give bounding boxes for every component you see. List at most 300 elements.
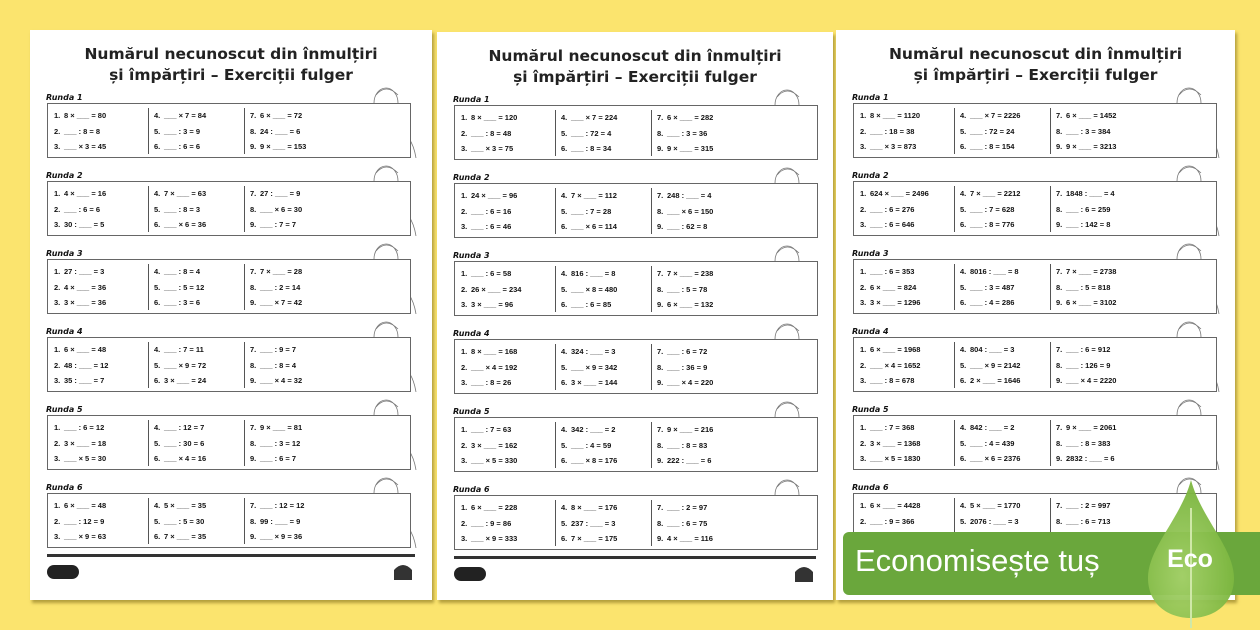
exercise-text[interactable]: ___ × 7 = 42 bbox=[260, 298, 303, 307]
exercise-text[interactable]: 8 × ___ = 168 bbox=[471, 347, 518, 356]
exercise-item bbox=[657, 360, 747, 376]
exercise-text[interactable]: 3 × ___ = 24 bbox=[164, 376, 207, 385]
exercise-text[interactable]: 8 × ___ = 80 bbox=[64, 111, 107, 120]
exercise-text[interactable]: 6 × ___ = 228 bbox=[471, 503, 518, 512]
exercise-item bbox=[154, 420, 244, 436]
exercise-column bbox=[54, 108, 144, 154]
exercise-text[interactable]: 7 × ___ = 175 bbox=[571, 534, 618, 543]
exercise-text[interactable]: ___ : 8 = 4 bbox=[164, 267, 201, 276]
exercise-text[interactable]: 3 × ___ = 36 bbox=[64, 298, 107, 307]
exercise-text[interactable]: ___ : 6 = 912 bbox=[1066, 345, 1111, 354]
exercise-text[interactable]: ___ × 7 = 84 bbox=[164, 111, 207, 120]
exercise-text[interactable]: ___ : 2 = 97 bbox=[667, 503, 708, 512]
exercise-text[interactable]: 26 × ___ = 234 bbox=[471, 284, 522, 294]
exercise-text[interactable]: ___ : 6 = 6 bbox=[164, 142, 201, 151]
exercise-item bbox=[54, 529, 144, 545]
round-box bbox=[454, 495, 818, 550]
exercise-number: 6. bbox=[561, 222, 568, 231]
exercise-text[interactable]: ___ × 4 = 16 bbox=[164, 454, 207, 463]
exercise-text[interactable]: 9 × ___ = 2061 bbox=[1066, 423, 1117, 432]
exercise-text[interactable]: ___ × 6 = 150 bbox=[667, 206, 714, 216]
exercise-text[interactable]: ___ : 6 = 276 bbox=[870, 204, 915, 214]
exercise-number: 3. bbox=[54, 298, 61, 307]
title-line-2: și împărțiri – Exerciții fulger bbox=[913, 66, 1158, 84]
exercise-text[interactable]: 48 : ___ = 12 bbox=[64, 360, 109, 370]
exercise-text[interactable]: 5 × ___ = 1770 bbox=[970, 501, 1021, 510]
exercise-text[interactable]: 7 × ___ = 112 bbox=[571, 191, 617, 200]
footer-divider bbox=[454, 556, 816, 559]
round-label: Runda 4 bbox=[852, 327, 889, 336]
exercise-number: 3. bbox=[54, 376, 61, 385]
exercise-column bbox=[860, 420, 950, 466]
exercise-item bbox=[960, 124, 1050, 140]
exercise-text[interactable]: 24 × ___ = 96 bbox=[471, 191, 518, 200]
exercise-text[interactable]: 804 : ___ = 3 bbox=[970, 345, 1015, 354]
exercise-text[interactable]: 9 × ___ = 216 bbox=[667, 425, 714, 434]
exercise-text[interactable]: 6 × ___ = 282 bbox=[667, 113, 714, 122]
exercise-item bbox=[461, 110, 551, 126]
publisher-logo-icon bbox=[793, 562, 815, 584]
exercise-item bbox=[561, 141, 651, 157]
title-line-1: Numărul necunoscut din înmulțiri bbox=[488, 47, 782, 65]
exercise-text[interactable]: ___ : 8 = 83 bbox=[667, 440, 708, 450]
exercise-column bbox=[954, 186, 1050, 232]
exercise-item bbox=[657, 516, 747, 532]
exercise-item bbox=[561, 453, 651, 469]
exercise-text[interactable]: ___ : 9 = 366 bbox=[870, 516, 915, 526]
exercise-number: 8. bbox=[657, 440, 664, 450]
exercise-number: 4. bbox=[154, 501, 161, 510]
exercise-text[interactable]: ___ : 6 = 72 bbox=[667, 347, 708, 356]
exercise-text[interactable]: 27 : ___ = 3 bbox=[64, 267, 105, 276]
exercise-text[interactable]: 3 × ___ = 162 bbox=[471, 440, 518, 450]
exercise-number: 8. bbox=[250, 204, 257, 214]
round-box bbox=[454, 339, 818, 394]
exercise-item bbox=[657, 344, 747, 360]
exercise-text[interactable]: ___ : 8 = 34 bbox=[571, 144, 612, 153]
exercise-text[interactable]: ___ : 8 = 776 bbox=[970, 220, 1015, 229]
exercise-column bbox=[555, 188, 651, 234]
exercise-text[interactable]: 324 : ___ = 3 bbox=[571, 347, 616, 356]
exercise-text[interactable]: 8 × ___ = 1120 bbox=[870, 111, 921, 120]
exercise-item bbox=[561, 531, 651, 547]
exercise-item bbox=[657, 126, 747, 142]
exercise-text[interactable]: 5 × ___ = 35 bbox=[164, 501, 207, 510]
exercise-text[interactable]: ___ : 4 = 439 bbox=[970, 438, 1015, 448]
exercise-number: 5. bbox=[960, 282, 967, 292]
exercise-item bbox=[250, 451, 340, 467]
exercise-text[interactable]: 27 : ___ = 9 bbox=[260, 189, 301, 198]
exercise-text[interactable]: 6 × ___ = 1968 bbox=[870, 345, 921, 354]
exercise-text[interactable]: ___ : 36 = 9 bbox=[667, 362, 708, 372]
exercise-text[interactable]: 24 : ___ = 6 bbox=[260, 126, 301, 136]
exercise-text[interactable]: ___ × 9 = 2142 bbox=[970, 360, 1021, 370]
exercise-item bbox=[250, 139, 340, 155]
exercise-text[interactable]: 8 × ___ = 120 bbox=[471, 113, 518, 122]
exercise-text[interactable]: ___ × 7 = 224 bbox=[571, 113, 618, 122]
exercise-number: 4. bbox=[154, 267, 161, 276]
exercise-text[interactable]: ___ × 7 = 2226 bbox=[970, 111, 1021, 120]
exercise-item bbox=[1056, 373, 1146, 389]
exercise-item bbox=[250, 217, 340, 233]
exercise-number: 8. bbox=[1056, 516, 1063, 526]
exercise-item bbox=[561, 219, 651, 235]
exercise-item bbox=[1056, 280, 1146, 296]
exercise-text[interactable]: ___ : 3 = 384 bbox=[1066, 126, 1111, 136]
exercise-text[interactable]: ___ : 6 = 713 bbox=[1066, 516, 1111, 526]
exercise-number: 7. bbox=[657, 425, 664, 434]
exercise-item bbox=[657, 204, 747, 220]
exercise-item bbox=[960, 373, 1050, 389]
exercise-number: 2. bbox=[860, 204, 867, 214]
exercise-text[interactable]: ___ : 12 = 7 bbox=[164, 423, 205, 432]
exercise-text[interactable]: ___ : 72 = 4 bbox=[571, 128, 612, 138]
exercise-column bbox=[1050, 264, 1146, 310]
exercise-text[interactable]: 3 × ___ = 96 bbox=[471, 300, 514, 309]
exercise-number: 3. bbox=[860, 298, 867, 307]
exercise-item bbox=[250, 358, 340, 374]
exercise-text[interactable]: ___ : 5 = 30 bbox=[164, 516, 205, 526]
exercise-column bbox=[860, 342, 950, 388]
exercise-text[interactable]: ___ : 12 = 9 bbox=[64, 516, 105, 526]
exercise-text[interactable]: 6 × ___ = 824 bbox=[870, 282, 917, 292]
exercise-text[interactable]: 7 × ___ = 2212 bbox=[970, 189, 1021, 198]
exercise-text[interactable]: 3 × ___ = 18 bbox=[64, 438, 107, 448]
exercise-number: 3. bbox=[461, 534, 468, 543]
exercise-text[interactable]: 8 × ___ = 176 bbox=[571, 503, 618, 512]
exercise-item bbox=[561, 297, 651, 313]
exercise-number: 7. bbox=[250, 345, 257, 354]
exercise-text[interactable]: ___ : 6 = 6 bbox=[64, 204, 101, 214]
worksheet-title bbox=[437, 46, 833, 88]
exercise-number: 4. bbox=[960, 189, 967, 198]
exercise-number: 8. bbox=[657, 362, 664, 372]
exercise-text[interactable]: ___ × 4 = 220 bbox=[667, 378, 714, 387]
exercise-item bbox=[657, 422, 747, 438]
exercise-item bbox=[250, 514, 340, 530]
exercise-text[interactable]: ___ : 12 = 12 bbox=[260, 501, 305, 510]
exercise-text[interactable]: 6 × ___ = 132 bbox=[667, 300, 714, 309]
exercise-number: 3. bbox=[54, 142, 61, 151]
exercise-column bbox=[954, 342, 1050, 388]
exercise-item bbox=[1056, 451, 1146, 467]
exercise-text[interactable]: 3 × ___ = 1368 bbox=[870, 438, 921, 448]
exercise-number: 6. bbox=[561, 300, 568, 309]
exercise-number: 8. bbox=[250, 438, 257, 448]
publisher-logo-icon bbox=[392, 560, 414, 582]
exercise-text[interactable]: 2076 : ___ = 3 bbox=[970, 516, 1019, 526]
exercise-text[interactable]: ___ × 9 = 36 bbox=[260, 532, 303, 541]
twinkl-logo bbox=[47, 565, 79, 579]
exercise-number: 1. bbox=[461, 269, 468, 278]
exercise-number: 1. bbox=[860, 189, 867, 198]
exercise-number: 1. bbox=[54, 345, 61, 354]
exercise-text[interactable]: ___ : 18 = 38 bbox=[870, 126, 915, 136]
exercise-text[interactable]: 99 : ___ = 9 bbox=[260, 516, 301, 526]
exercise-text[interactable]: ___ × 4 = 1652 bbox=[870, 360, 921, 370]
exercise-column bbox=[54, 420, 144, 466]
exercise-column bbox=[555, 344, 651, 390]
exercise-text[interactable]: ___ : 3 = 9 bbox=[164, 126, 201, 136]
exercise-item bbox=[860, 373, 950, 389]
exercise-text[interactable]: ___ × 5 = 30 bbox=[64, 454, 107, 463]
exercise-item bbox=[561, 360, 651, 376]
exercise-item bbox=[860, 124, 950, 140]
exercise-text[interactable]: ___ × 8 = 176 bbox=[571, 456, 618, 465]
exercise-item bbox=[1056, 264, 1146, 280]
exercise-number: 6. bbox=[960, 298, 967, 307]
exercise-text[interactable]: 30 : ___ = 5 bbox=[64, 220, 105, 229]
exercise-text[interactable]: ___ : 6 = 75 bbox=[667, 518, 708, 528]
exercise-item bbox=[657, 531, 747, 547]
exercise-text[interactable]: ___ × 6 = 30 bbox=[260, 204, 303, 214]
exercise-text[interactable]: ___ × 9 = 342 bbox=[571, 362, 618, 372]
exercise-text[interactable]: 7 × ___ = 35 bbox=[164, 532, 207, 541]
exercise-text[interactable]: 2 × ___ = 1646 bbox=[970, 376, 1021, 385]
exercise-text[interactable]: ___ × 6 = 36 bbox=[164, 220, 207, 229]
exercise-text[interactable]: ___ × 4 = 32 bbox=[260, 376, 303, 385]
exercise-text[interactable]: 1848 : ___ = 4 bbox=[1066, 189, 1115, 198]
exercise-text[interactable]: ___ : 7 = 11 bbox=[164, 345, 204, 354]
exercise-text[interactable]: 342 : ___ = 2 bbox=[571, 425, 616, 434]
exercise-item bbox=[1056, 108, 1146, 124]
exercise-item bbox=[461, 141, 551, 157]
exercise-text[interactable]: 9 × ___ = 81 bbox=[260, 423, 303, 432]
round-box bbox=[454, 417, 818, 472]
exercise-text[interactable]: ___ × 8 = 480 bbox=[571, 284, 618, 294]
exercise-number: 8. bbox=[250, 360, 257, 370]
exercise-text[interactable]: 6 × ___ = 48 bbox=[64, 345, 107, 354]
exercise-column bbox=[244, 264, 340, 310]
exercise-text[interactable]: ___ : 8 = 26 bbox=[471, 378, 512, 387]
exercise-text[interactable]: ___ : 2 = 14 bbox=[260, 282, 301, 292]
eco-badge: Eco bbox=[1167, 545, 1213, 573]
exercise-text[interactable]: ___ : 3 = 487 bbox=[970, 282, 1015, 292]
exercise-number: 1. bbox=[461, 503, 468, 512]
exercise-text[interactable]: 6 × ___ = 1452 bbox=[1066, 111, 1117, 120]
round-label: Runda 3 bbox=[46, 249, 83, 258]
exercise-text[interactable]: ___ : 6 = 259 bbox=[1066, 204, 1111, 214]
exercise-text[interactable]: ___ : 7 = 368 bbox=[870, 423, 915, 432]
exercise-text[interactable]: ___ : 4 = 59 bbox=[571, 440, 612, 450]
round-box bbox=[454, 261, 818, 316]
exercise-item bbox=[561, 110, 651, 126]
exercise-column bbox=[148, 108, 244, 154]
exercise-item bbox=[860, 436, 950, 452]
exercise-text[interactable]: ___ × 9 = 63 bbox=[64, 532, 107, 541]
exercise-text[interactable]: ___ : 8 = 3 bbox=[164, 204, 201, 214]
exercise-text[interactable]: ___ : 30 = 6 bbox=[164, 438, 205, 448]
exercise-text[interactable]: ___ : 8 = 154 bbox=[970, 142, 1015, 151]
exercise-text[interactable]: ___ : 6 = 16 bbox=[471, 206, 512, 216]
exercise-item bbox=[1056, 358, 1146, 374]
exercise-item bbox=[860, 202, 950, 218]
exercise-text[interactable]: 248 : ___ = 4 bbox=[667, 191, 712, 200]
exercise-text[interactable]: ___ : 7 = 628 bbox=[970, 204, 1015, 214]
exercise-text[interactable]: 9 × ___ = 153 bbox=[260, 142, 307, 151]
exercise-number: 5. bbox=[154, 516, 161, 526]
exercise-text[interactable]: ___ × 9 = 333 bbox=[471, 534, 518, 543]
exercise-number: 7. bbox=[250, 111, 257, 120]
exercise-text[interactable]: ___ : 4 = 286 bbox=[970, 298, 1015, 307]
exercise-text[interactable]: ___ : 8 = 8 bbox=[64, 126, 101, 136]
exercise-text[interactable]: 3 × ___ = 144 bbox=[571, 378, 618, 387]
exercise-text[interactable]: ___ × 3 = 45 bbox=[64, 142, 107, 151]
worksheet-title bbox=[836, 44, 1235, 86]
exercise-text[interactable]: ___ : 9 = 86 bbox=[471, 518, 512, 528]
exercise-text[interactable]: ___ × 3 = 873 bbox=[870, 142, 917, 151]
exercise-text[interactable]: 7 × ___ = 238 bbox=[667, 269, 714, 278]
exercise-item bbox=[461, 516, 551, 532]
exercise-text[interactable]: 35 : ___ = 7 bbox=[64, 376, 105, 385]
exercise-item bbox=[250, 108, 340, 124]
exercise-number: 6. bbox=[561, 534, 568, 543]
exercise-number: 6. bbox=[960, 220, 967, 229]
exercise-item bbox=[154, 529, 244, 545]
exercise-text[interactable]: 7 × ___ = 63 bbox=[164, 189, 207, 198]
exercise-number: 6. bbox=[960, 454, 967, 463]
exercise-text[interactable]: ___ : 6 = 58 bbox=[471, 269, 512, 278]
exercise-text[interactable]: ___ : 5 = 818 bbox=[1066, 282, 1111, 292]
exercise-text[interactable]: ___ : 5 = 78 bbox=[667, 284, 708, 294]
exercise-text[interactable]: 8016 : ___ = 8 bbox=[970, 267, 1019, 276]
exercise-number: 4. bbox=[154, 345, 161, 354]
exercise-text[interactable]: ___ : 8 = 48 bbox=[471, 128, 512, 138]
exercise-text[interactable]: ___ : 6 = 353 bbox=[870, 267, 915, 276]
exercise-number: 7. bbox=[250, 189, 257, 198]
exercise-text[interactable]: 7 × ___ = 2738 bbox=[1066, 267, 1117, 276]
exercise-number: 9. bbox=[657, 144, 664, 153]
exercise-item bbox=[54, 217, 144, 233]
exercise-text[interactable]: ___ : 126 = 9 bbox=[1066, 360, 1111, 370]
exercise-text[interactable]: 237 : ___ = 3 bbox=[571, 518, 616, 528]
exercise-text[interactable]: ___ : 142 = 8 bbox=[1066, 220, 1111, 229]
exercise-number: 1. bbox=[54, 501, 61, 510]
exercise-number: 5. bbox=[154, 204, 161, 214]
exercise-text[interactable]: ___ × 4 = 192 bbox=[471, 362, 518, 372]
exercise-text[interactable]: ___ : 8 = 4 bbox=[260, 360, 297, 370]
exercise-text[interactable]: ___ : 72 = 24 bbox=[970, 126, 1015, 136]
exercise-text[interactable]: 6 × ___ = 72 bbox=[260, 111, 303, 120]
exercise-text[interactable]: ___ × 6 = 2376 bbox=[970, 454, 1021, 463]
exercise-text[interactable]: 6 × ___ = 3102 bbox=[1066, 298, 1117, 307]
exercise-text[interactable]: 624 × ___ = 2496 bbox=[870, 189, 929, 198]
exercise-text[interactable]: ___ : 7 = 28 bbox=[571, 206, 612, 216]
exercise-number: 4. bbox=[154, 423, 161, 432]
exercise-number: 8. bbox=[1056, 360, 1063, 370]
exercise-text[interactable]: 7 × ___ = 28 bbox=[260, 267, 303, 276]
exercise-number: 3. bbox=[860, 220, 867, 229]
exercise-text[interactable]: 6 × ___ = 48 bbox=[64, 501, 107, 510]
exercise-text[interactable]: ___ : 6 = 7 bbox=[260, 454, 297, 463]
exercise-column bbox=[954, 264, 1050, 310]
exercise-column bbox=[461, 110, 551, 156]
round-box bbox=[47, 337, 411, 392]
exercise-number: 4. bbox=[561, 113, 568, 122]
exercise-text[interactable]: ___ : 8 = 678 bbox=[870, 376, 915, 385]
round-box bbox=[47, 493, 411, 548]
exercise-text[interactable]: 9 × ___ = 3213 bbox=[1066, 142, 1117, 151]
exercise-text[interactable]: ___ : 6 = 85 bbox=[571, 300, 612, 309]
exercise-text[interactable]: 2832 : ___ = 6 bbox=[1066, 454, 1115, 463]
exercise-item bbox=[561, 422, 651, 438]
exercise-text[interactable]: ___ : 6 = 46 bbox=[471, 222, 512, 231]
exercise-number: 4. bbox=[960, 423, 967, 432]
exercise-item bbox=[561, 282, 651, 298]
exercise-text[interactable]: ___ : 62 = 8 bbox=[667, 222, 708, 231]
round-label: Runda 6 bbox=[453, 485, 490, 494]
exercise-text[interactable]: 4 × ___ = 16 bbox=[64, 189, 107, 198]
exercise-column bbox=[461, 344, 551, 390]
exercise-text[interactable]: ___ : 7 = 63 bbox=[471, 425, 512, 434]
exercise-text[interactable]: ___ : 9 = 7 bbox=[260, 345, 297, 354]
exercise-text[interactable]: ___ × 6 = 114 bbox=[571, 222, 617, 231]
exercise-text[interactable]: ___ : 7 = 7 bbox=[260, 220, 297, 229]
exercise-text[interactable]: 6 × ___ = 4428 bbox=[870, 501, 921, 510]
exercise-number: 5. bbox=[154, 282, 161, 292]
exercise-text[interactable]: 222 : ___ = 6 bbox=[667, 456, 712, 465]
exercise-item bbox=[960, 498, 1050, 514]
exercise-text[interactable]: ___ : 2 = 997 bbox=[1066, 501, 1111, 510]
exercise-text[interactable]: ___ : 3 = 12 bbox=[260, 438, 301, 448]
exercise-item bbox=[154, 373, 244, 389]
round-box bbox=[853, 181, 1217, 236]
exercise-column bbox=[461, 266, 551, 312]
exercise-item bbox=[960, 186, 1050, 202]
exercise-number: 5. bbox=[960, 126, 967, 136]
exercise-number: 9. bbox=[1056, 376, 1063, 385]
exercise-number: 8. bbox=[250, 516, 257, 526]
exercise-text[interactable]: ___ × 5 = 330 bbox=[471, 456, 518, 465]
exercise-item bbox=[154, 108, 244, 124]
exercise-text[interactable]: ___ : 3 = 36 bbox=[667, 128, 708, 138]
exercise-text[interactable]: ___ × 4 = 2220 bbox=[1066, 376, 1117, 385]
exercise-text[interactable]: 4 × ___ = 36 bbox=[64, 282, 107, 292]
exercise-item bbox=[154, 139, 244, 155]
exercise-text[interactable]: 4 × ___ = 116 bbox=[667, 534, 713, 543]
exercise-text[interactable]: 816 : ___ = 8 bbox=[571, 269, 616, 278]
exercise-item bbox=[860, 358, 950, 374]
exercise-text[interactable]: ___ × 9 = 72 bbox=[164, 360, 207, 370]
exercise-text[interactable]: 9 × ___ = 315 bbox=[667, 144, 714, 153]
exercise-text[interactable]: ___ : 5 = 12 bbox=[164, 282, 205, 292]
exercise-text[interactable]: ___ : 3 = 6 bbox=[164, 298, 201, 307]
exercise-item bbox=[860, 295, 950, 311]
exercise-item bbox=[960, 280, 1050, 296]
exercise-text[interactable]: ___ × 5 = 1830 bbox=[870, 454, 921, 463]
exercise-item bbox=[54, 124, 144, 140]
exercise-text[interactable]: ___ × 3 = 75 bbox=[471, 144, 514, 153]
exercise-item bbox=[657, 453, 747, 469]
exercise-text[interactable]: ___ : 8 = 383 bbox=[1066, 438, 1111, 448]
exercise-number: 1. bbox=[54, 111, 61, 120]
exercise-number: 8. bbox=[1056, 204, 1063, 214]
exercise-number: 6. bbox=[154, 376, 161, 385]
exercise-number: 7. bbox=[657, 113, 664, 122]
exercise-number: 5. bbox=[561, 362, 568, 372]
exercise-number: 6. bbox=[960, 142, 967, 151]
exercise-text[interactable]: ___ : 6 = 646 bbox=[870, 220, 915, 229]
exercise-text[interactable]: 3 × ___ = 1296 bbox=[870, 298, 921, 307]
exercise-number: 1. bbox=[860, 423, 867, 432]
exercise-number: 2. bbox=[461, 440, 468, 450]
exercise-column bbox=[461, 188, 551, 234]
exercise-text[interactable]: 842 : ___ = 2 bbox=[970, 423, 1015, 432]
exercise-item bbox=[657, 438, 747, 454]
exercise-item bbox=[657, 500, 747, 516]
exercise-text[interactable]: ___ : 6 = 12 bbox=[64, 423, 105, 432]
exercise-item bbox=[860, 139, 950, 155]
